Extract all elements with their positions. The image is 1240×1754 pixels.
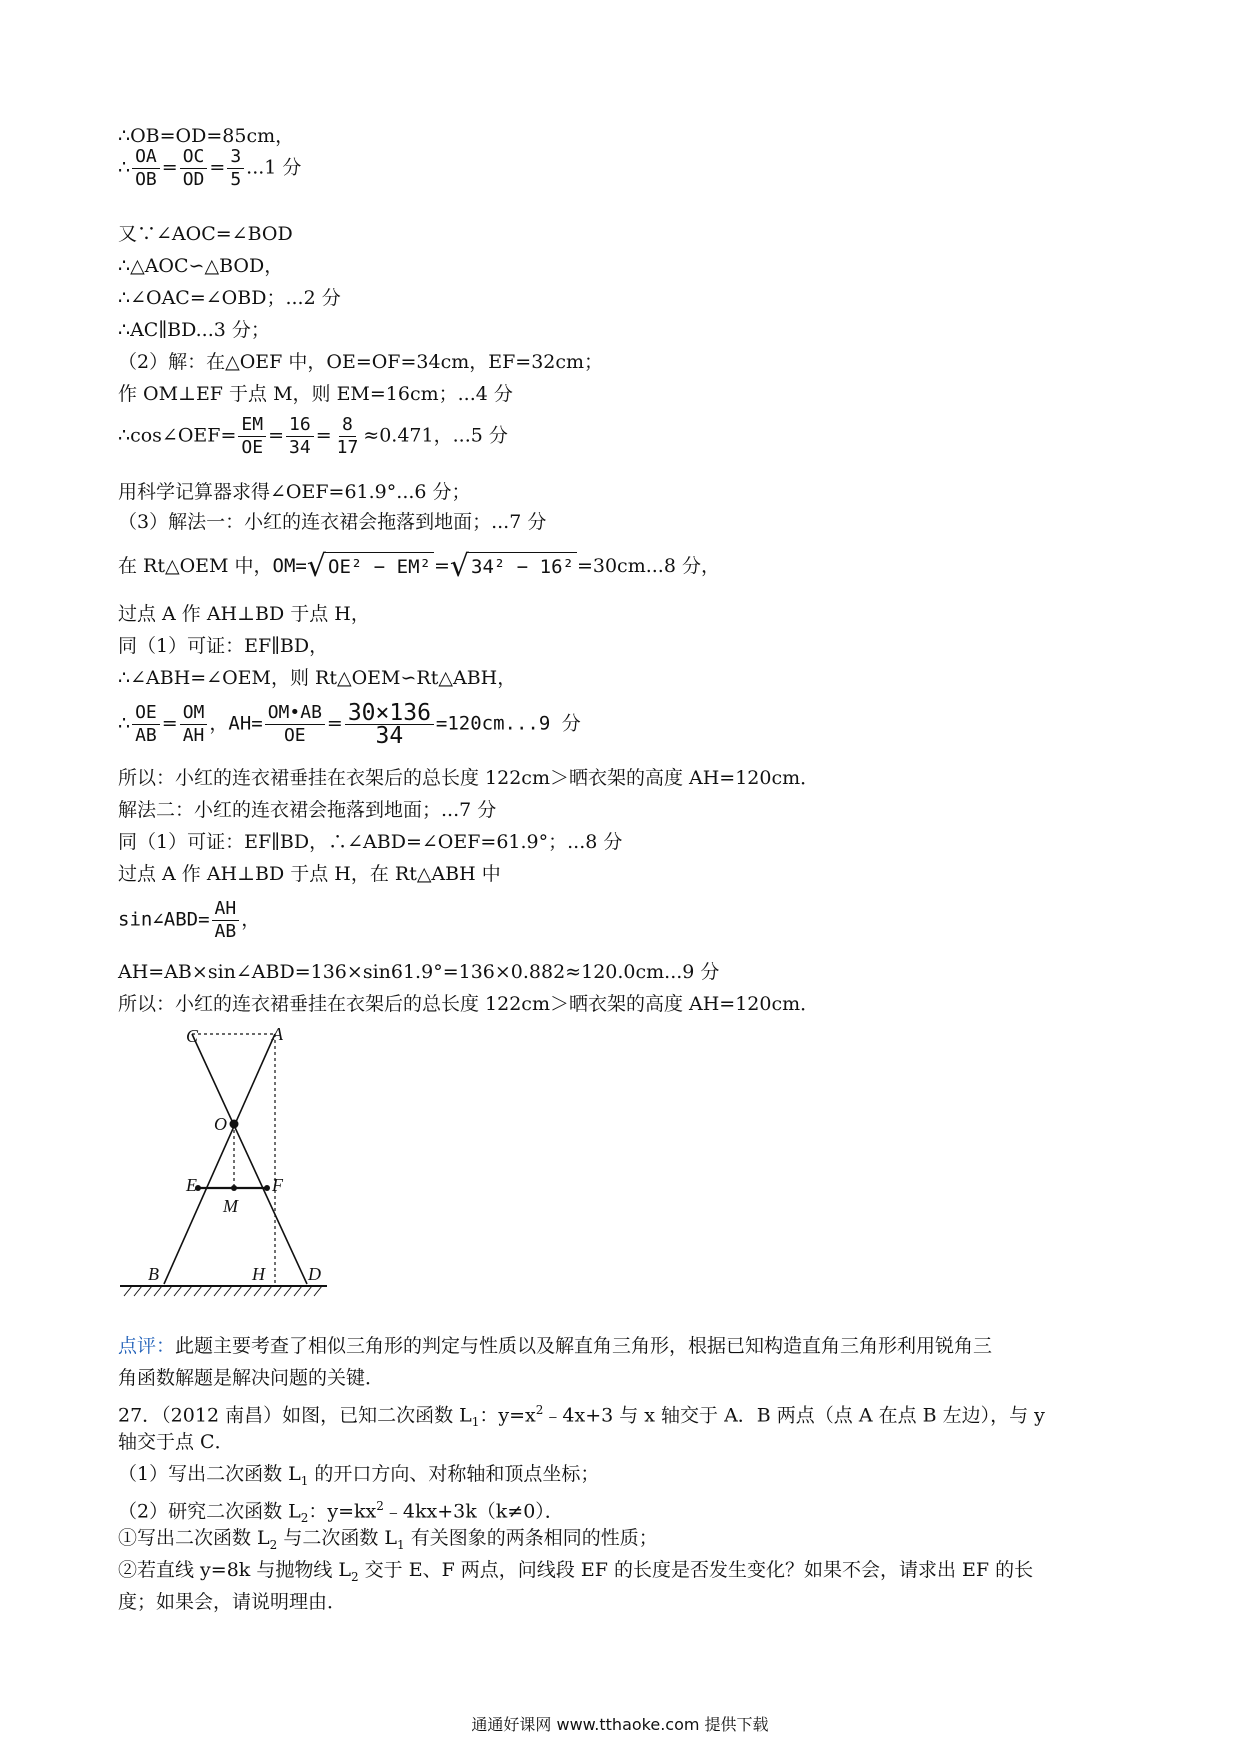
line-angle-aoc: 又∵∠AOC=∠BOD [118, 223, 293, 245]
line-sin: sin∠ABD= $\frac{AH}{AB}$ ， [118, 898, 261, 942]
label-b: B [148, 1264, 159, 1284]
review-line-2: 角函数解题是解决问题的关键． [118, 1367, 385, 1389]
line-calc: 用科学记算器求得∠OEF=61.9°...6 分； [118, 481, 471, 503]
line-ratio: ∴ $\frac{OA}{OB}$ = $\frac{OC}{OD}$ = $\frac{3}{5}$ ...1 分 [118, 146, 302, 190]
sqrt-oe-em: √ OE² − EM² [307, 552, 434, 582]
q27-part2: （2）研究二次函数 $L_2$：$y=kx^2﹣4kx+3k(k\ne 0)$． [118, 1499, 564, 1526]
sqrt-34-16: √ 34² − 16² [450, 552, 577, 582]
line-abd-angle: 同（1）可证：EF∥BD，∴∠ABD=∠OEF=61.9°；...8 分 [118, 831, 623, 853]
line-part3: （3）解法一：小红的连衣裙会拖落到地面；...7 分 [118, 511, 547, 533]
label-e: E [186, 1175, 197, 1195]
label-m: M [223, 1196, 238, 1216]
line-angle-oac: ∴∠OAC=∠OBD；...2 分 [118, 287, 341, 309]
line-part2: （2）解：在△OEF 中，OE=OF=34cm，EF=32cm； [118, 351, 604, 373]
fraction-oa-ob: $\frac{OA}{OB}$ [132, 146, 160, 191]
leg-c-d [192, 1034, 307, 1284]
line-cos: ∴cos∠OEF= $\frac{EM}{OE}$ = $\frac{16}{34}$ = $\frac{8}{17}$ ≈0.471，...5 分 [118, 414, 508, 458]
q27-sub2: ②若直线 y=8k 与抛物线 $L_2$ 交于 E、F 两点，问线段 EF 的长度是否发生变化？如果不会，请求出 EF 的长 [118, 1559, 1034, 1584]
therefore-symbol: ∴ [118, 156, 131, 179]
leg-a-b [164, 1034, 275, 1284]
line-ah-calc: ∴ $\frac{OE}{AB}$ = $\frac{OM}{AH}$ ，AH= $\frac{OM•AB}{OE}$ = $\frac{30\times 136}{34}$ =120cm...9 分 [118, 700, 581, 749]
point-m [231, 1185, 237, 1191]
drying-rack-figure [112, 1028, 342, 1298]
fraction-om-ah: $\frac{OM}{AH}$ [180, 702, 208, 747]
line-om-sqrt: 在 Rt△OEM 中，OM= √ OE² − EM² = √ 34² − 16² =30cm...8 分， [118, 549, 720, 584]
label-f: F [272, 1175, 283, 1195]
line-ah-abh: 过点 A 作 AH⊥BD 于点 H，在 Rt△ABH 中 [118, 863, 501, 885]
line-ah-perp: 过点 A 作 AH⊥BD 于点 H， [118, 603, 370, 625]
fraction-om-ab-oe: $\frac{OM•AB}{OE}$ [265, 702, 325, 747]
line-conclusion-2: 所以：小红的连衣裙垂挂在衣架后的总长度 122cm＞晒衣架的高度 AH=120cm． [118, 993, 820, 1015]
q27-sub2-cont: 度；如果会，请说明理由． [118, 1591, 347, 1613]
label-a: A [272, 1028, 283, 1044]
fraction-8-17: $\frac{8}{17}$ [336, 414, 359, 458]
q27-line-2: 轴交于点 C． [118, 1431, 234, 1453]
q27-line-1: 27．（2012 南昌）如图，已知二次函数 $L_1$：$y=x^2﹣4x+3$ 与 x 轴交于 A．B 两点（点 A 在点 B 左边），与 y [118, 1403, 1045, 1430]
fraction-em-oe: $\frac{EM}{OE}$ [238, 414, 266, 459]
line-ob-od: ∴OB=OD=85cm， [118, 125, 295, 147]
label-d: D [308, 1264, 321, 1284]
fraction-3-5: $\frac{3}{5}$ [227, 146, 244, 191]
footer-source: 通通好课网 www.tthaoke.com 提供下载 [471, 1715, 769, 1734]
review-label: 点评： [118, 1335, 176, 1357]
label-c: C [186, 1028, 199, 1046]
line-method2: 解法二：小红的连衣裙会拖落到地面；...7 分 [118, 799, 497, 821]
line-om-ef: 作 OM⊥EF 于点 M，则 EM=16cm；...4 分 [118, 383, 513, 405]
line-parallel: ∴AC∥BD...3 分； [118, 319, 270, 341]
q27-part1: （1）写出二次函数 $L_1$ 的开口方向、对称轴和顶点坐标； [118, 1463, 600, 1488]
fraction-oc-od: $\frac{OC}{OD}$ [180, 146, 208, 191]
fraction-oe-ab: $\frac{OE}{AB}$ [132, 702, 160, 747]
q27-sub1: ①写出二次函数 $L_2$ 与二次函数 $L_1$ 有关图象的两条相同的性质； [118, 1527, 658, 1552]
line-ef-bd: 同（1）可证：EF∥BD， [118, 635, 329, 657]
label-h: H [252, 1264, 265, 1284]
point-f [264, 1185, 270, 1191]
line-angle-abh: ∴∠ABH=∠OEM，则 Rt△OEM∽Rt△ABH， [118, 667, 517, 689]
label-o: O [214, 1114, 227, 1134]
line-ah-sin: AH=AB×sin∠ABD=136×sin61.9°=136×0.882≈120.0cm...9 分 [118, 961, 720, 983]
review-line-1: 点评：此题主要考查了相似三角形的判定与性质以及解直角三角形，根据已知构造直角三角形利用锐角三 [118, 1335, 993, 1357]
point-o [230, 1120, 239, 1129]
line-similar: ∴△AOC∽△BOD， [118, 255, 284, 277]
fraction-ah-ab: $\frac{AH}{AB}$ [212, 898, 240, 943]
fraction-30-136-34: $\frac{30\times 136}{34}$ [345, 702, 434, 747]
line-conclusion-1: 所以：小红的连衣裙垂挂在衣架后的总长度 122cm＞晒衣架的高度 AH=120cm． [118, 767, 820, 789]
fraction-16-34: $\frac{16}{34}$ [286, 414, 314, 459]
